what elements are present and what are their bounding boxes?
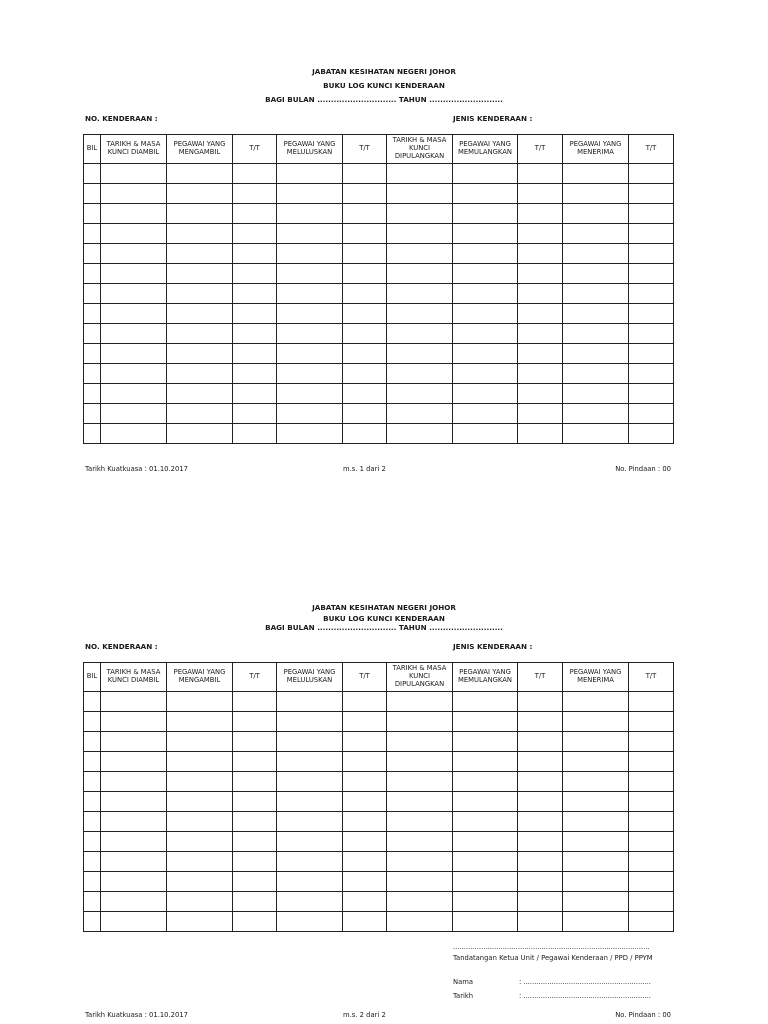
table-cell[interactable] [629,692,674,712]
table-cell[interactable] [101,892,167,912]
effective-date: Tarikh Kuatkuasa : 01.10.2017 [85,1011,188,1019]
table-cell[interactable] [563,792,629,812]
table-cell[interactable] [518,692,563,712]
table-cell[interactable] [453,752,518,772]
table-cell[interactable] [101,692,167,712]
table-cell[interactable] [453,712,518,732]
table-cell[interactable] [387,912,453,932]
table-cell[interactable] [167,912,233,932]
table-cell[interactable] [343,792,387,812]
table-cell[interactable] [563,832,629,852]
table-cell[interactable] [518,712,563,732]
table-cell[interactable] [101,792,167,812]
logbook-title: BUKU LOG KUNCI KENDERAAN [323,81,445,90]
table-cell[interactable] [453,912,518,932]
month-year-line: BAGI BULAN ............................. TAHUN ........................... [265,95,503,104]
table-cell[interactable] [343,912,387,932]
logbook-title: BUKU LOG KUNCI KENDERAAN [323,614,445,623]
table-cell[interactable] [518,852,563,872]
table-row [84,772,674,792]
month-year-line: BAGI BULAN ............................. TAHUN ........................... [265,623,503,632]
effective-date: Tarikh Kuatkuasa : 01.10.2017 [85,465,188,473]
col-officer-taking: PEGAWAI YANG MENGAMBIL [167,135,233,164]
table-cell[interactable] [84,692,101,712]
table-cell[interactable] [629,772,674,792]
table-cell[interactable] [453,772,518,792]
col-officer-taking: PEGAWAI YANG MENGAMBIL [167,663,233,692]
col-signature: T/T [518,135,563,164]
table-cell[interactable] [233,752,277,772]
table-cell[interactable] [629,872,674,892]
table-cell[interactable] [233,732,277,752]
table-cell[interactable] [629,712,674,732]
signature-caption: Tandatangan Ketua Unit / Pegawai Kenderaan / PPD / PPYM [453,954,653,962]
table-cell[interactable] [453,732,518,752]
table-cell[interactable] [387,692,453,712]
table-cell[interactable] [343,892,387,912]
table-cell[interactable] [101,912,167,932]
table-cell[interactable] [233,852,277,872]
col-signature: T/T [233,663,277,692]
table-cell[interactable] [629,752,674,772]
table-row [84,732,674,752]
table-cell[interactable] [233,812,277,832]
page-number: m.s. 1 dari 2 [343,465,386,473]
table-cell[interactable] [563,872,629,892]
table-cell[interactable] [518,832,563,852]
key-log-table [83,662,674,932]
table-cell[interactable] [277,692,343,712]
table-cell[interactable] [518,752,563,772]
table-cell[interactable] [629,892,674,912]
table-cell[interactable] [387,812,453,832]
table-cell[interactable] [277,812,343,832]
table-cell[interactable] [629,812,674,832]
table-cell[interactable] [167,872,233,892]
table-cell[interactable] [101,772,167,792]
table-row [84,912,674,932]
table-cell[interactable] [167,752,233,772]
table-row [84,892,674,912]
col-signature: T/T [233,135,277,164]
name-field[interactable]: : ........................................................... [519,978,651,986]
table-cell[interactable] [277,792,343,812]
table-cell[interactable] [387,872,453,892]
table-cell[interactable] [101,712,167,732]
table-cell[interactable] [167,852,233,872]
table-cell[interactable] [277,852,343,872]
table-cell[interactable] [277,772,343,792]
col-signature: T/T [518,663,563,692]
table-cell[interactable] [84,752,101,772]
table-cell[interactable] [167,832,233,852]
vehicle-type-label: JENIS KENDERAAN : [453,114,533,123]
table-row [84,852,674,872]
vehicle-number-label: NO. KENDERAAN : [85,114,158,123]
col-receiving-officer: PEGAWAI YANG MENERIMA [563,663,629,692]
table-cell[interactable] [233,912,277,932]
table-cell[interactable] [518,772,563,792]
table-cell[interactable] [629,852,674,872]
vehicle-type-label: JENIS KENDERAAN : [453,642,533,651]
date-label: Tarikh [453,992,474,1000]
table-cell[interactable] [84,812,101,832]
table-cell[interactable] [387,792,453,812]
table-cell[interactable] [233,832,277,852]
table-cell[interactable] [233,772,277,792]
col-bil: BIL [84,135,101,164]
col-officer-returning: PEGAWAI YANG MEMULANGKAN [453,135,518,164]
date-field[interactable]: : ........................................................... [519,992,651,1000]
department-title: JABATAN KESIHATAN NEGERI JOHOR [312,67,456,76]
table-cell[interactable] [167,892,233,912]
col-key-taken-datetime: TARIKH & MASA KUNCI DIAMBIL [101,135,167,164]
table-cell[interactable] [387,852,453,872]
table-row [84,712,674,732]
table-row [84,752,674,772]
table-cell[interactable] [453,832,518,852]
table-cell[interactable] [563,712,629,732]
table-cell[interactable] [167,732,233,752]
table-cell[interactable] [343,852,387,872]
table-row [84,872,674,892]
signature-line: ........................................................................................... [453,943,650,951]
table-cell[interactable] [167,812,233,832]
table-cell[interactable] [343,872,387,892]
table-cell[interactable] [563,772,629,792]
table-cell[interactable] [518,872,563,892]
table-cell[interactable] [563,732,629,752]
table-cell[interactable] [563,912,629,932]
table-row [84,792,674,812]
table-cell[interactable] [453,692,518,712]
table-cell[interactable] [629,832,674,852]
col-approving-officer: PEGAWAI YANG MELULUSKAN [277,663,343,692]
table-cell[interactable] [343,732,387,752]
department-title: JABATAN KESIHATAN NEGERI JOHOR [312,603,456,612]
table-cell[interactable] [101,752,167,772]
table-body [84,692,674,932]
table-cell[interactable] [518,792,563,812]
table-cell[interactable] [233,712,277,732]
col-signature: T/T [343,663,387,692]
page-number: m.s. 2 dari 2 [343,1011,386,1019]
table-cell[interactable] [277,872,343,892]
table-cell[interactable] [233,892,277,912]
table-cell[interactable] [453,852,518,872]
table-cell[interactable] [101,732,167,752]
table-cell[interactable] [84,832,101,852]
table-cell[interactable] [101,832,167,852]
col-approving-officer: PEGAWAI YANG MELULUSKAN [277,135,343,164]
col-key-returned-datetime: TARIKH & MASA KUNCI DIPULANGKAN [387,135,453,164]
table-row [84,832,674,852]
table-cell[interactable] [277,832,343,852]
table-cell[interactable] [233,792,277,812]
table-cell[interactable] [453,892,518,912]
table-cell[interactable] [518,912,563,932]
amendment-number: No. Pindaan : 00 [615,1011,671,1019]
table-cell[interactable] [101,852,167,872]
table-cell[interactable] [387,712,453,732]
vehicle-number-label: NO. KENDERAAN : [85,642,158,651]
table-cell[interactable] [277,752,343,772]
table-cell[interactable] [563,752,629,772]
table-row [84,812,674,832]
table-cell[interactable] [453,792,518,812]
table-cell[interactable] [167,712,233,732]
table-cell[interactable] [563,852,629,872]
table-cell[interactable] [387,772,453,792]
table-cell[interactable] [343,772,387,792]
table-cell[interactable] [629,792,674,812]
table-cell[interactable] [343,692,387,712]
table-cell[interactable] [84,912,101,932]
table-cell[interactable] [387,832,453,852]
table-cell[interactable] [343,712,387,732]
table-cell[interactable] [84,732,101,752]
table-cell[interactable] [167,772,233,792]
table-cell[interactable] [629,732,674,752]
table-cell[interactable] [387,752,453,772]
table-cell[interactable] [84,852,101,872]
table-cell[interactable] [387,732,453,752]
table-cell[interactable] [233,872,277,892]
table-cell[interactable] [343,832,387,852]
table-cell[interactable] [518,812,563,832]
table-cell[interactable] [101,812,167,832]
table-row [84,692,674,712]
table-cell[interactable] [84,872,101,892]
col-bil: BIL [84,663,101,692]
table-cell[interactable] [101,872,167,892]
table-cell[interactable] [84,712,101,732]
col-officer-returning: PEGAWAI YANG MEMULANGKAN [453,663,518,692]
col-receiving-officer: PEGAWAI YANG MENERIMA [563,135,629,164]
col-signature: T/T [629,135,674,164]
table-cell[interactable] [233,692,277,712]
table-cell[interactable] [167,792,233,812]
name-label: Nama [453,978,474,986]
table-cell[interactable] [563,692,629,712]
table-cell[interactable] [343,812,387,832]
table-cell[interactable] [453,812,518,832]
col-key-returned-datetime: TARIKH & MASA KUNCI DIPULANGKAN [387,663,453,692]
table-cell[interactable] [563,892,629,912]
table-cell[interactable] [518,732,563,752]
table-header-row [84,663,674,692]
table-cell[interactable] [387,892,453,912]
table-cell[interactable] [277,912,343,932]
col-signature: T/T [629,663,674,692]
table-cell[interactable] [84,772,101,792]
table-cell[interactable] [277,712,343,732]
col-key-taken-datetime: TARIKH & MASA KUNCI DIAMBIL [101,663,167,692]
table-cell[interactable] [629,912,674,932]
table-cell[interactable] [277,732,343,752]
table-cell[interactable] [167,692,233,712]
table-cell[interactable] [277,892,343,912]
table-cell[interactable] [453,872,518,892]
table-cell[interactable] [518,892,563,912]
table-cell[interactable] [563,812,629,832]
amendment-number: No. Pindaan : 00 [615,465,671,473]
table-cell[interactable] [343,752,387,772]
table-cell[interactable] [84,892,101,912]
table-cell[interactable] [84,792,101,812]
col-signature: T/T [343,135,387,164]
